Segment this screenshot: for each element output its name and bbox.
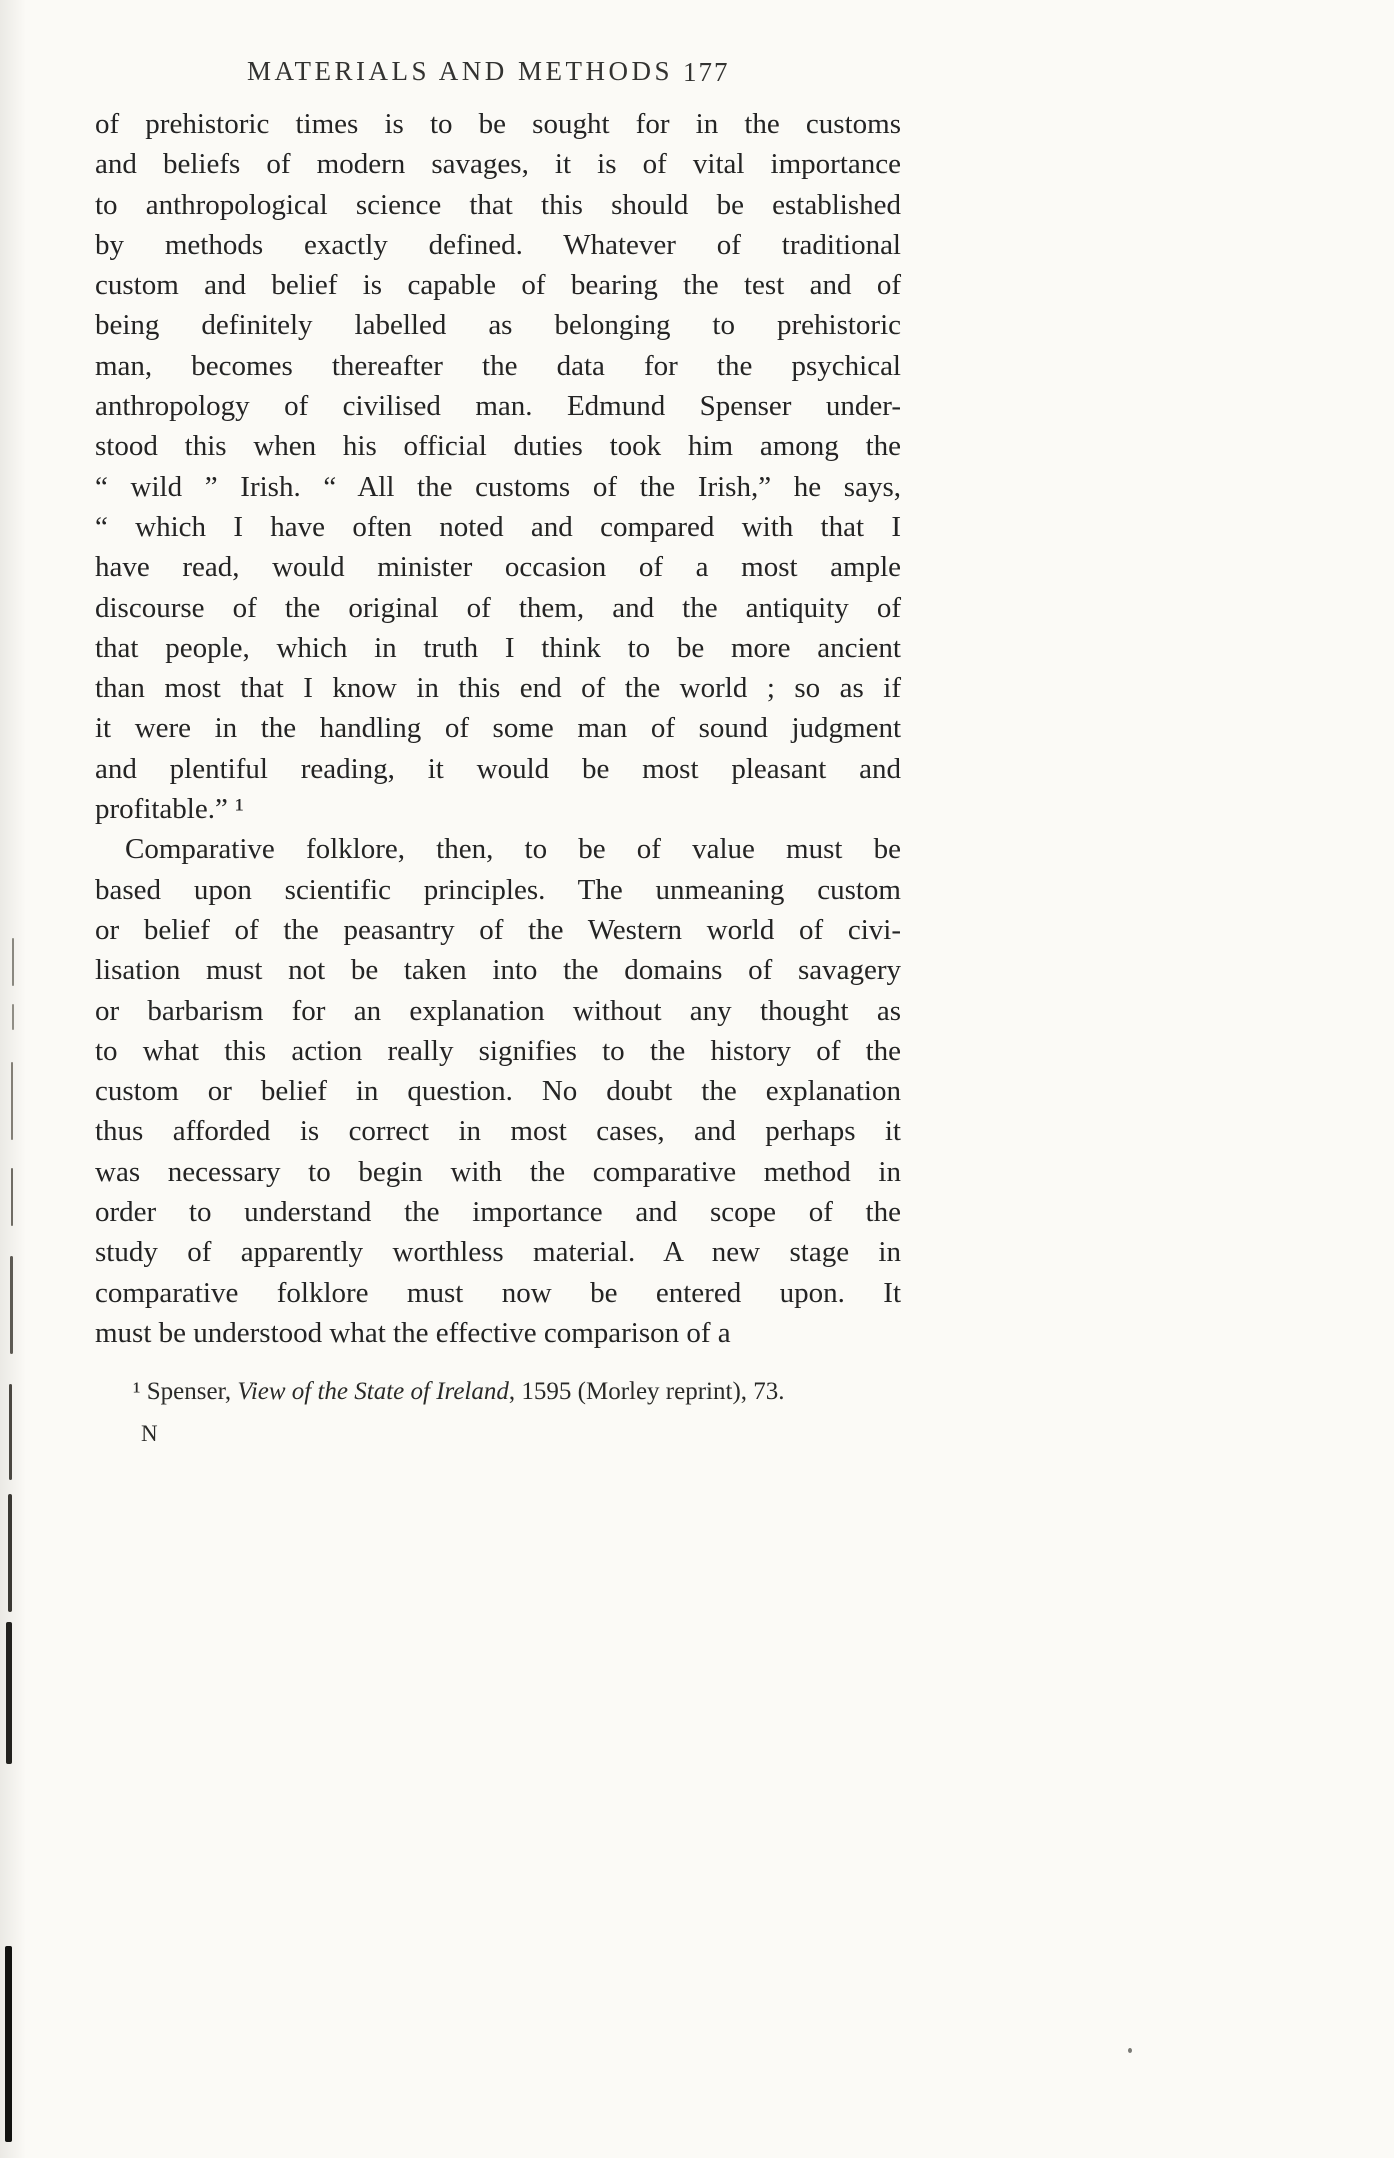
- text-line: and plentiful reading, it would be most pleasant and: [95, 752, 901, 785]
- text-line: was necessary to begin with the comparative method in: [95, 1155, 901, 1188]
- footnote-text-pre: Spenser,: [140, 1378, 238, 1405]
- text-line: man, becomes thereafter the data for the psychical: [95, 349, 901, 382]
- text-line: anthropology of civilised man. Edmund Spenser under-: [95, 390, 901, 423]
- text-line: have read, would minister occasion of a most ample: [95, 551, 901, 584]
- text-line: thus afforded is correct in most cases, and perhaps it: [95, 1115, 901, 1148]
- text-line: to what this action really signifies to the history of the: [95, 1034, 901, 1067]
- text-line: and beliefs of modern savages, it is of vital importance: [95, 148, 901, 181]
- text-line: order to understand the importance and scope of the: [95, 1196, 901, 1229]
- text-line: must be understood what the effective comparison of a: [95, 1316, 731, 1349]
- text-line: profitable.” ¹: [95, 793, 244, 826]
- text-line: it were in the handling of some man of sound judgment: [95, 712, 901, 745]
- binding-mark: [5, 1946, 12, 2142]
- text-line: being definitely labelled as belonging to prehistoric: [95, 309, 901, 342]
- binding-mark: [10, 1256, 13, 1354]
- text-line: than most that I know in this end of the world ; so as if: [95, 672, 901, 705]
- text-line: lisation must not be taken into the domains of savagery: [95, 954, 901, 987]
- page-number: 177: [683, 57, 730, 87]
- text-line: that people, which in truth I think to be more ancient: [95, 631, 901, 664]
- scan-speck: [1128, 2048, 1132, 2053]
- binding-mark: [11, 1168, 13, 1226]
- binding-mark: [11, 1062, 13, 1140]
- text-line: “ wild ” Irish. “ All the customs of the Irish,” he says,: [95, 470, 901, 503]
- page-title: MATERIALS AND METHODS: [246, 56, 674, 86]
- binding-shadow: [0, 0, 26, 2158]
- text-line: “ which I have often noted and compared with that I: [95, 510, 901, 543]
- footnote-title-italic: View of the State of Ireland: [237, 1378, 509, 1405]
- footnote: [133, 1378, 913, 1406]
- footnote-marker: ¹: [133, 1378, 141, 1405]
- binding-mark: [9, 1384, 12, 1480]
- text-line: to anthropological science that this should be established: [95, 188, 901, 221]
- binding-mark: [12, 938, 14, 986]
- text-line: by methods exactly defined. Whatever of traditional: [95, 228, 901, 261]
- text-line: of prehistoric times is to be sought for in the customs: [95, 108, 901, 140]
- text-line: study of apparently worthless material. A new stage in: [95, 1236, 901, 1269]
- binding-mark: [6, 1622, 12, 1764]
- text-line: or belief of the peasantry of the Western world of civi-: [95, 913, 901, 946]
- signature-mark: N: [141, 1421, 159, 1446]
- text-line: custom and belief is capable of bearing the test and of: [95, 269, 901, 302]
- text-body: [95, 104, 901, 1353]
- text-line: stood this when his official duties took him among the: [95, 430, 901, 463]
- text-line: Comparative folklore, then, to be of value must be: [125, 833, 901, 866]
- binding-mark: [8, 1494, 12, 1612]
- text-line: custom or belief in question. No doubt the explanation: [95, 1075, 901, 1108]
- text-line: discourse of the original of them, and the antiquity of: [95, 591, 901, 624]
- footnote-text-post: , 1595 (Morley reprint), 73.: [508, 1378, 785, 1405]
- text-line: based upon scientific principles. The unmeaning custom: [95, 873, 901, 906]
- text-line: comparative folklore must now be entered upon. It: [95, 1276, 901, 1309]
- text-line: or barbarism for an explanation without any thought as: [95, 994, 901, 1027]
- binding-mark: [12, 1004, 14, 1030]
